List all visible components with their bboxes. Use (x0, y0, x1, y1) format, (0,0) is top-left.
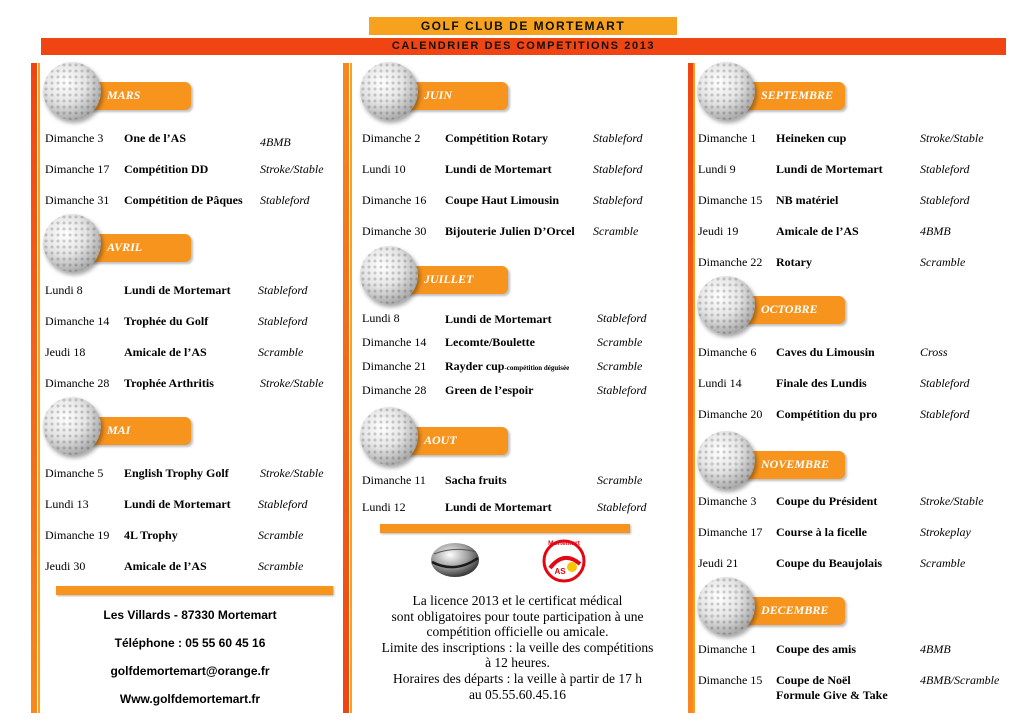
event-format: Stroke/Stable (260, 466, 324, 480)
event-format: Scramble (597, 335, 643, 349)
event-format: 4BMB (260, 135, 291, 149)
event-day: Dimanche 1 (698, 642, 757, 656)
event-day: Lundi 8 (45, 283, 83, 297)
event-name: Lundi de Mortemart (124, 497, 231, 511)
event-name: Caves du Limousin (776, 345, 875, 359)
month-header-octobre (697, 276, 847, 336)
golf-ball-logo-icon (428, 540, 482, 580)
event-day: Dimanche 16 (362, 193, 427, 207)
event-day: Jeudi 19 (698, 224, 739, 238)
golf-ball-icon (697, 62, 755, 120)
column-line-middle (350, 63, 352, 713)
month-label: MARS (107, 88, 141, 102)
event-name: Lundi de Mortemart (776, 162, 883, 176)
event-format: 4BMB (920, 642, 951, 656)
notice-line: à 12 heures. (485, 655, 550, 671)
event-name: One de l’AS (124, 131, 187, 145)
month-label: DECEMBRE (761, 603, 829, 617)
event-day: Lundi 13 (45, 497, 89, 511)
event-day: Dimanche 11 (362, 473, 426, 487)
event-format: Stableford (260, 193, 310, 207)
notice-line: Horaires des départs : la veille à partir de 17 h (393, 670, 642, 686)
notice-line: compétition officielle ou amicale. (426, 624, 609, 640)
event-day: Lundi 10 (362, 162, 406, 176)
event-format: Scramble (258, 528, 304, 542)
event-name: Coupe de Noël (776, 673, 851, 687)
month-label: AOUT (424, 433, 457, 447)
month-header-aout (360, 407, 510, 467)
calendar-title: CALENDRIER DES COMPETITIONS 2013 (41, 38, 1006, 55)
event-format: Stableford (920, 376, 970, 390)
event-day: Dimanche 28 (362, 383, 427, 397)
event-name: Green de l’espoir (445, 383, 534, 397)
event-name: Lundi de Mortemart (445, 312, 552, 326)
event-name: NB matériel (776, 193, 839, 207)
event-day: Dimanche 5 (45, 466, 104, 480)
event-day: Dimanche 22 (698, 255, 763, 269)
event-day: Dimanche 14 (45, 314, 110, 328)
event-day: Dimanche 17 (45, 162, 110, 176)
golf-ball-icon (360, 62, 418, 120)
notice-line: Limite des inscriptions : la veille des compétitions (381, 639, 654, 655)
address: Les Villards - 87330 Mortemart (103, 608, 277, 622)
golf-ball-icon (697, 276, 755, 334)
column-bar-middle (343, 63, 349, 713)
phone: Téléphone : 05 55 60 45 16 (114, 636, 266, 650)
event-day: Dimanche 28 (45, 376, 110, 390)
event-format: Stableford (920, 193, 970, 207)
event-day: Dimanche 15 (698, 673, 763, 687)
month-header-mai (43, 397, 193, 457)
event-note: -compétition déguisée (504, 364, 570, 372)
event-day: Lundi 8 (362, 311, 400, 325)
event-day: Dimanche 20 (698, 407, 763, 421)
email-link[interactable]: golfdemortemart@orange.fr (110, 664, 270, 678)
event-format: 4BMB (920, 224, 951, 238)
event-day: Lundi 12 (362, 500, 406, 514)
event-name: Trophée du Golf (124, 314, 209, 328)
event-day: Dimanche 2 (362, 131, 421, 145)
event-day: Jeudi 18 (45, 345, 86, 359)
event-name-secondary: Formule Give & Take (776, 688, 888, 702)
event-name: Amicale de l’AS (776, 224, 859, 238)
event-name: Rotary (776, 255, 812, 269)
divider-bar (56, 586, 333, 595)
event-format: Stroke/Stable (920, 494, 984, 508)
event-format: Stableford (920, 407, 970, 421)
event-day: Dimanche 19 (45, 528, 110, 542)
event-format: Stableford (593, 162, 643, 176)
event-format: Stableford (597, 500, 647, 514)
event-format: Scramble (597, 473, 643, 487)
month-header-decembre (697, 577, 847, 637)
month-header-avril (43, 214, 193, 274)
event-name: 4L Trophy (124, 528, 178, 542)
month-header-septembre (697, 62, 847, 122)
event-name: Compétition du pro (776, 407, 878, 421)
golf-ball-icon (43, 62, 101, 120)
event-day: Dimanche 21 (362, 359, 427, 373)
golf-ball-icon (360, 407, 418, 465)
notice-line: au 05.55.60.45.16 (468, 686, 567, 702)
event-day: Dimanche 17 (698, 525, 763, 539)
event-name-text: Rayder cup (445, 359, 505, 373)
event-day: Dimanche 31 (45, 193, 110, 207)
column-line-right (693, 63, 695, 713)
month-label: AVRIL (107, 240, 143, 254)
event-format: Stableford (258, 497, 308, 511)
event-day: Dimanche 1 (698, 131, 757, 145)
month-label: JUILLET (424, 272, 474, 286)
month-label: SEPTEMBRE (761, 88, 834, 102)
event-name: English Trophy Golf (124, 466, 229, 480)
event-name: Lundi de Mortemart (445, 162, 552, 176)
event-format: Stableford (597, 383, 647, 397)
month-header-mars (43, 62, 193, 122)
month-header-juillet (360, 246, 510, 306)
event-format: Stroke/Stable (920, 131, 984, 145)
event-name: Lecomte/Boulette (445, 335, 535, 349)
event-name: Finale des Lundis (776, 376, 867, 390)
golf-ball-icon (360, 246, 418, 304)
event-format: Cross (920, 345, 948, 359)
column-bar-left (31, 63, 37, 713)
month-label: OCTOBRE (761, 302, 818, 316)
event-day: Dimanche 3 (45, 131, 104, 145)
notice-line: La licence 2013 et le certificat médical (412, 593, 623, 608)
event-format: Scramble (597, 359, 643, 373)
event-day: Jeudi 21 (698, 556, 739, 570)
event-name: Lundi de Mortemart (124, 283, 231, 297)
event-format: Scramble (258, 559, 304, 573)
event-name: Amicale de l’AS (124, 559, 207, 573)
event-name: Bijouterie Julien D’Orcel (445, 224, 575, 238)
event-format: Scramble (258, 345, 304, 359)
event-format: Scramble (593, 224, 639, 238)
golf-ball-icon (43, 214, 101, 272)
club-title: GOLF CLUB DE MORTEMART (369, 17, 677, 35)
as-mortemart-logo-icon (538, 536, 590, 584)
golf-ball-icon (43, 397, 101, 455)
event-format: Stroke/Stable (260, 162, 324, 176)
logo-text-as: AS (554, 567, 566, 576)
month-header-juin (360, 62, 510, 122)
event-name: Coupe Haut Limousin (445, 193, 560, 207)
logo-text-top: Mortemart (548, 540, 580, 547)
event-day: Dimanche 30 (362, 224, 427, 238)
month-label: NOVEMBRE (761, 457, 830, 471)
event-name: Sacha fruits (445, 473, 507, 487)
event-day: Jeudi 30 (45, 559, 86, 573)
event-format: Stroke/Stable (260, 376, 324, 390)
event-format: Stableford (597, 311, 647, 325)
event-format: 4BMB/Scramble (920, 673, 1000, 687)
event-name: Lundi de Mortemart (445, 500, 552, 514)
event-format: Stableford (920, 162, 970, 176)
event-format: Stableford (258, 314, 308, 328)
month-label: JUIN (424, 88, 453, 102)
event-day: Lundi 14 (698, 376, 742, 390)
divider-bar (380, 524, 630, 533)
event-day: Dimanche 14 (362, 335, 427, 349)
event-format: Stableford (593, 131, 643, 145)
event-name: Heineken cup (776, 131, 847, 145)
event-day: Dimanche 15 (698, 193, 763, 207)
website-link[interactable]: Www.golfdemortemart.fr (119, 692, 261, 706)
month-header-novembre (697, 431, 847, 491)
event-format: Scramble (920, 556, 966, 570)
event-format: Strokeplay (920, 525, 971, 539)
event-name: Compétition DD (124, 162, 209, 176)
golf-ball-icon (697, 431, 755, 489)
event-format: Stableford (258, 283, 308, 297)
event-name: Coupe des amis (776, 642, 857, 656)
event-day: Dimanche 3 (698, 494, 757, 508)
event-name: Coupe du Beaujolais (776, 556, 883, 570)
event-day: Lundi 9 (698, 162, 736, 176)
event-format: Stableford (593, 193, 643, 207)
golf-ball-icon (697, 577, 755, 635)
notice-line: sont obligatoires pour toute participation à une (391, 608, 644, 624)
month-label: MAI (107, 423, 131, 437)
event-format: Scramble (920, 255, 966, 269)
event-name: Compétition de Pâques (124, 193, 243, 207)
event-name: Amicale de l’AS (124, 345, 207, 359)
event-name: Compétition Rotary (445, 131, 548, 145)
registration-notice (355, 593, 680, 702)
event-name: Coupe du Président (776, 494, 878, 508)
event-name (445, 359, 569, 374)
event-name: Trophée Arthritis (124, 376, 214, 390)
event-day: Dimanche 6 (698, 345, 757, 359)
event-name: Course à la ficelle (776, 525, 867, 539)
